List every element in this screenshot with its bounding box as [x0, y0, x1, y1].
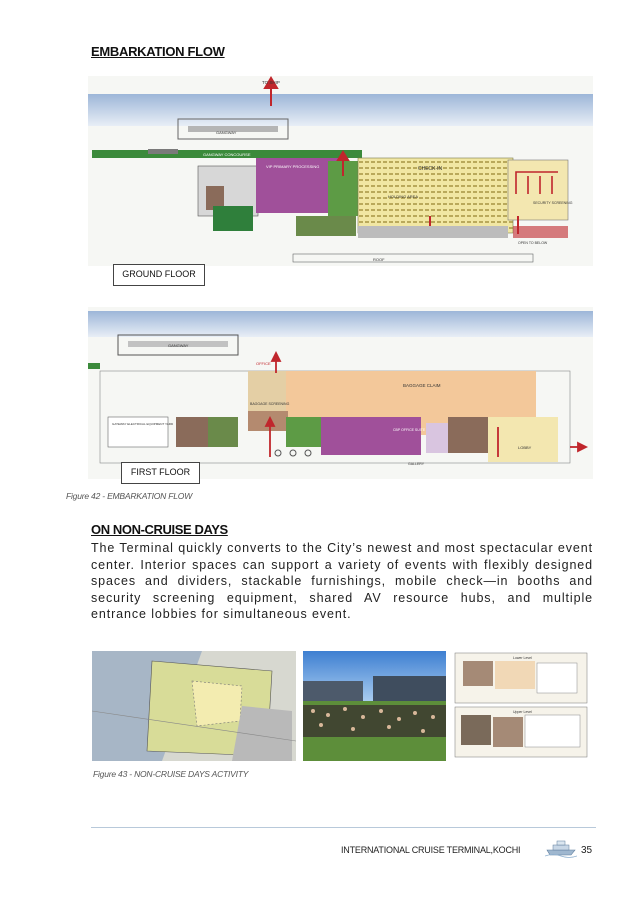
svg-text:CBP OFFICE SUITE: CBP OFFICE SUITE [393, 428, 426, 432]
level-plans-image [453, 651, 589, 761]
site-plan-image [92, 651, 296, 761]
cruise-ship-icon [545, 838, 577, 858]
svg-text:VIP PRIMARY PROCESSING: VIP PRIMARY PROCESSING [266, 164, 320, 169]
ground-floor-plan [88, 76, 593, 266]
embarkation-heading: EMBARKATION FLOW [91, 44, 225, 59]
page-number: 35 [581, 845, 593, 856]
non-cruise-heading: ON NON-CRUISE DAYS [91, 522, 228, 537]
svg-text:CHECK-IN: CHECK-IN [418, 166, 443, 172]
svg-text:Lower Level: Lower Level [513, 656, 532, 660]
figure-42-caption: Figure 42 - EMBARKATION FLOW [66, 491, 193, 501]
first-floor-label: FIRST FLOOR [121, 462, 200, 484]
svg-text:SECURITY SCREENING: SECURITY SCREENING [533, 201, 573, 205]
svg-text:GALLERY: GALLERY [408, 462, 425, 466]
svg-text:GANGWAY: GANGWAY [216, 130, 237, 135]
footer-rule [91, 827, 596, 828]
svg-text:OFFICE: OFFICE [256, 361, 271, 366]
svg-text:BAGGAGE CLAIM: BAGGAGE CLAIM [403, 383, 441, 388]
svg-text:ROOF: ROOF [373, 257, 385, 262]
footer-title: INTERNATIONAL CRUISE TERMINAL,KOCHI [341, 845, 521, 855]
svg-text:GANGWAY: GANGWAY [168, 343, 189, 348]
crowd-event-photo [303, 651, 446, 761]
figure-43-caption: Figure 43 - NON-CRUISE DAYS ACTIVITY [93, 769, 249, 779]
svg-text:TO SHIP: TO SHIP [262, 80, 280, 85]
first-floor-plan [88, 307, 593, 479]
ground-floor-label: GROUND FLOOR [113, 264, 205, 286]
svg-text:LOBBY: LOBBY [518, 445, 532, 450]
svg-text:HOLDING AREA: HOLDING AREA [388, 194, 419, 199]
svg-text:GANGWAY CONCOURSE: GANGWAY CONCOURSE [203, 152, 251, 157]
svg-text:OPEN TO BELOW: OPEN TO BELOW [518, 241, 548, 245]
svg-text:GATEWAY ELECTRICAL EQUIPMENT Y: GATEWAY ELECTRICAL EQUIPMENT YARD [112, 422, 174, 426]
svg-text:Upper Level: Upper Level [513, 710, 532, 714]
non-cruise-paragraph: The Terminal quickly converts to the City’s newest and most spectacular event center. Interior spaces can support a variety of events with flexibly designed spaces and dividers, stackable furnishings, mobile check—in booths and security screening equipment, shared AV resource hubs, and multiple entrance lobbies for simultaneous event. [91, 541, 593, 622]
svg-text:BAGGAGE SCREENING: BAGGAGE SCREENING [250, 402, 290, 406]
